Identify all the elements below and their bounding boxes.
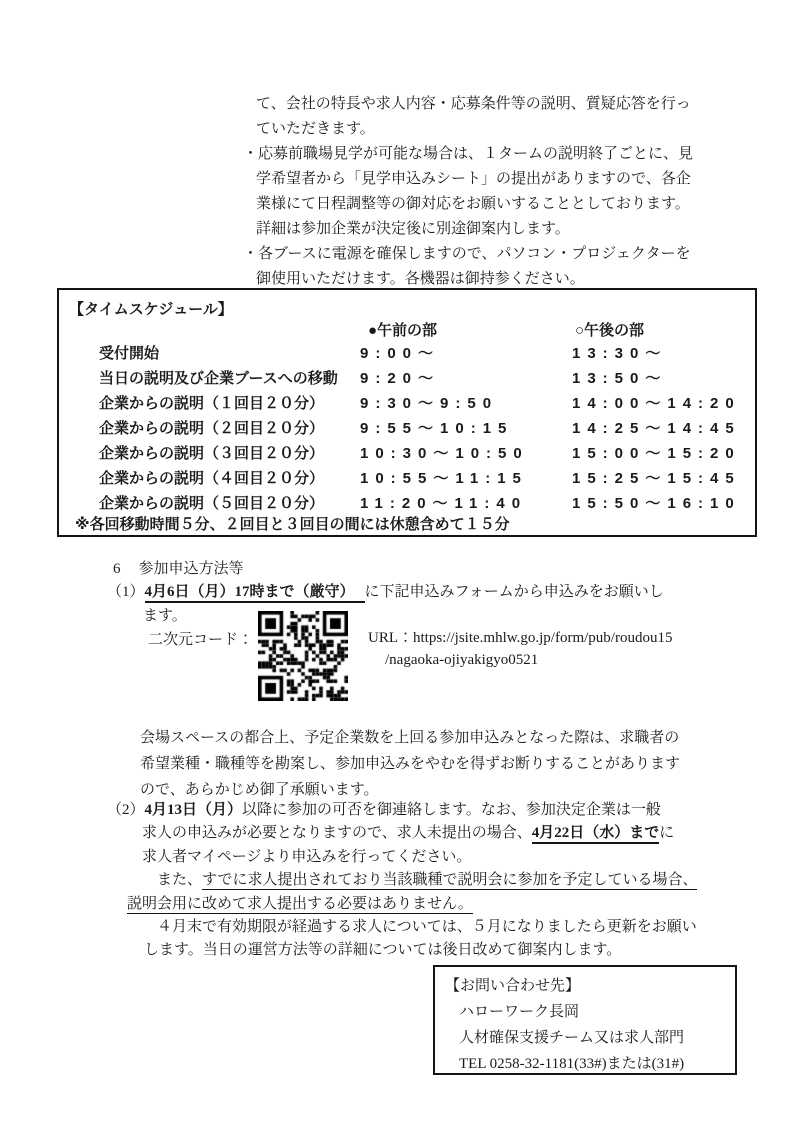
schedule-row-label: 企業からの説明（２回目２０分） xyxy=(99,420,325,437)
schedule-row-label: 企業からの説明（１回目２０分） xyxy=(99,395,325,412)
intro-line: 詳細は参加企業が決定後に別途御案内します。 xyxy=(256,221,570,237)
schedule-afternoon-time: 15:50～16:10 xyxy=(572,495,741,512)
schedule-row-label: 企業からの説明（３回目２０分） xyxy=(99,445,325,462)
schedule-row-label: 当日の説明及び企業ブースへの移動 xyxy=(99,370,338,387)
item2-block xyxy=(107,799,697,963)
caution-line: ので、あらかじめ御了承願います。 xyxy=(140,782,379,798)
qr-code xyxy=(258,611,348,701)
schedule-row xyxy=(59,445,755,465)
caution-line: 希望業種・職種等を勘案し、参加申込みをやむを得ずお断りすることがあります xyxy=(140,756,681,772)
schedule-col-afternoon: ○午後の部 xyxy=(575,322,645,339)
contact-title: 【お問い合わせ先】 xyxy=(445,978,581,994)
schedule-col-morning: ●午前の部 xyxy=(368,322,438,339)
notify-date: 4月13日（月） xyxy=(144,802,243,818)
contact-phone: TEL 0258-32-1181(33#)または(31#) xyxy=(459,1056,685,1072)
time-schedule-box xyxy=(57,288,757,537)
section6-number: 6 xyxy=(113,561,121,577)
schedule-title: 【タイムスケジュール】 xyxy=(69,301,233,318)
contact-org: ハローワーク長岡 xyxy=(459,1004,580,1020)
intro-line: 業様にて日程調整等の御対応をお願いすることとしております。 xyxy=(256,196,690,212)
item2-line5 xyxy=(107,893,697,916)
underlined-note: すでに求人提出されており当該職種で説明会に参加を予定している場合、 xyxy=(202,872,698,889)
section6-heading xyxy=(113,557,244,578)
schedule-row-label: 企業からの説明（４回目２０分） xyxy=(99,470,325,487)
contact-box xyxy=(433,965,737,1075)
caution-paragraph xyxy=(140,725,680,803)
schedule-afternoon-time: 13:30～ xyxy=(572,345,668,362)
schedule-row xyxy=(59,470,755,490)
schedule-afternoon-time: 13:50～ xyxy=(572,370,668,387)
item2-line3: 求人者マイページより申込みを行ってください。 xyxy=(142,848,472,865)
schedule-row xyxy=(59,420,755,440)
intro-line: て、会社の特長や求人内容・応募条件等の説明、質疑応答を行っ xyxy=(256,96,691,112)
schedule-morning-time: 9:30～9:50 xyxy=(360,395,499,412)
schedule-row-label: 受付開始 xyxy=(99,345,160,362)
schedule-row-label: 企業からの説明（５回目２０分） xyxy=(99,495,325,512)
item1-line1 xyxy=(107,580,664,601)
url-line1: URL：https://jsite.mhlw.go.jp/form/pub/roudou15 xyxy=(368,630,673,646)
schedule-row xyxy=(59,370,755,390)
contact-team: 人材確保支援チーム又は求人部門 xyxy=(459,1030,685,1046)
schedule-morning-time: 10:55～11:15 xyxy=(360,470,528,487)
intro-line: 学希望者から「見学申込みシート」の提出がありますので、各企 xyxy=(256,171,691,187)
schedule-header-row xyxy=(59,322,755,342)
schedule-morning-time: 9:20～ xyxy=(360,370,441,387)
item2-line7: します。当日の運営方法等の詳細については後日改めて御案内します。 xyxy=(144,942,622,959)
schedule-row xyxy=(59,395,755,415)
schedule-morning-time: 9:00～ xyxy=(360,345,441,362)
schedule-afternoon-time: 15:00～15:20 xyxy=(572,445,741,462)
item2-line6: ４月末で有効期限が経過する求人については、５月になりましたら更新をお願い xyxy=(142,919,697,936)
caution-line: 会場スペースの都合上、予定企業数を上回る参加申込みとなった際は、求職者の xyxy=(140,730,680,746)
item1-line2: ます。 xyxy=(143,608,187,624)
url-line2: /nagaoka-ojiyakigyo0521 xyxy=(385,652,539,668)
schedule-row xyxy=(59,495,755,515)
schedule-note: ※各回移動時間５分、２回目と３回目の間には休憩含めて１５分 xyxy=(75,516,510,533)
job-posting-deadline: 4月22日（水）まで xyxy=(532,825,660,844)
intro-bullet-line: ・各ブースに電源を確保しますので、パソコン・プロジェクターを xyxy=(243,246,691,262)
item2-marker: （2） xyxy=(107,802,145,818)
item2-line1: （2）4月13日（月）以降に参加の可否を御連絡します。なお、参加決定企業は一般 xyxy=(107,802,661,818)
item1-marker: （1） xyxy=(107,584,145,600)
schedule-afternoon-time: 15:25～15:45 xyxy=(572,470,741,487)
item1-rest: に下記申込みフォームから申込みをお願いし xyxy=(364,584,664,600)
item2-line2: 求人の申込みが必要となりますので、求人未提出の場合、4月22日（水）までに xyxy=(107,822,697,845)
schedule-morning-time: 11:20～11:40 xyxy=(360,495,528,512)
schedule-row xyxy=(59,345,755,365)
section6-title: 参加申込方法等 xyxy=(138,561,244,577)
schedule-morning-time: 9:55～10:15 xyxy=(360,420,514,437)
intro-bullet-line: ・応募前職場見学が可能な場合は、１タームの説明終了ごとに、見 xyxy=(243,146,694,162)
underlined-note: 説明会用に改めて求人提出する必要はありません。 xyxy=(127,895,473,912)
intro-line: ていただきます。 xyxy=(256,121,375,137)
application-deadline: 4月6日（月）17時まで（厳守） xyxy=(145,584,365,603)
intro-line: 御使用いただけます。各機器は御持参ください。 xyxy=(256,271,585,287)
intro-block xyxy=(243,92,693,292)
schedule-afternoon-time: 14:00～14:20 xyxy=(572,395,741,412)
item2-line4: また、すでに求人提出されており当該職種で説明会に参加を予定している場合、 xyxy=(142,872,698,889)
schedule-morning-time: 10:30～10:50 xyxy=(360,445,529,462)
schedule-afternoon-time: 14:25～14:45 xyxy=(572,420,741,437)
qr-label: 二次元コード： xyxy=(148,632,254,648)
